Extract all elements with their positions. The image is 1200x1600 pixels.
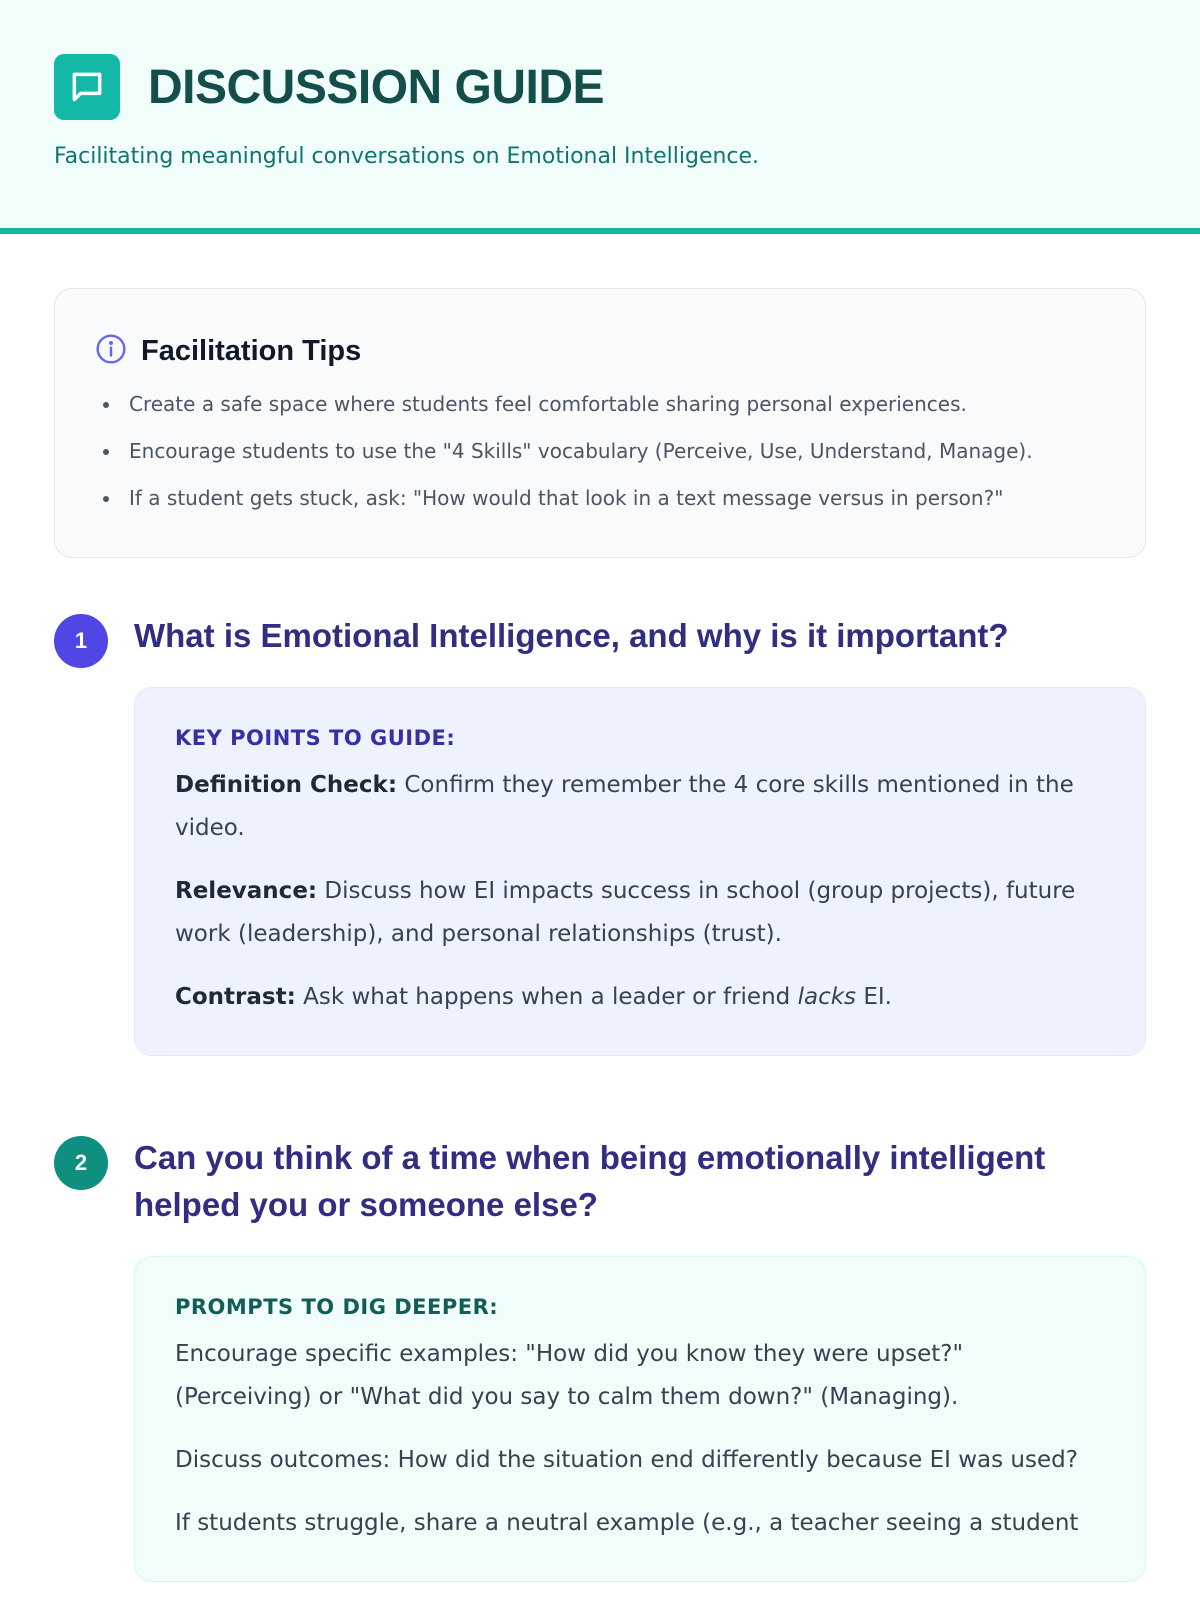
header-row <box>54 54 1146 120</box>
question-1 <box>54 612 1146 1056</box>
panel-heading: PROMPTS TO DIG DEEPER: <box>175 1295 499 1319</box>
key-point <box>175 764 1105 850</box>
question-title: Can you think of a time when being emotionally intelligent helped you or someone else? <box>134 1139 1046 1223</box>
key-point-emphasis: lacks <box>797 984 857 1010</box>
info-icon <box>95 333 127 369</box>
facilitation-tips-card <box>54 288 1146 558</box>
question-title: What is Emotional Intelligence, and why is it important? <box>134 617 1009 654</box>
key-point-text: Discuss how EI impacts success in school (group projects), future work (leadership), and personal relationships (trust). <box>175 878 1076 947</box>
chat-bubble-icon <box>54 54 120 120</box>
key-point-text: Confirm they remember the 4 core skills mentioned in the video. <box>175 772 1074 841</box>
key-point <box>175 870 1105 956</box>
page-subtitle: Facilitating meaningful conversations on Emotional Intelligence. <box>54 144 760 169</box>
prompt-item: If students struggle, share a neutral example (e.g., a teacher seeing a student <box>175 1510 1079 1536</box>
main-content <box>0 234 1200 1582</box>
tip-item: Create a safe space where students feel comfortable sharing personal experiences. <box>95 381 1105 428</box>
page-title: DISCUSSION GUIDE <box>148 60 605 114</box>
question-body <box>134 612 1146 1056</box>
prompt-item: Discuss outcomes: How did the situation end differently because EI was used? <box>175 1447 1078 1473</box>
panel-heading: KEY POINTS TO GUIDE: <box>175 726 456 750</box>
key-point-label: Definition Check: <box>175 772 398 798</box>
tips-title: Facilitation Tips <box>141 334 362 367</box>
question-number-badge: 1 <box>54 614 108 668</box>
question-2 <box>54 1134 1146 1582</box>
question-number-badge: 2 <box>54 1136 108 1190</box>
tips-list <box>95 381 1105 522</box>
key-points-panel <box>134 687 1146 1056</box>
key-point-text: EI. <box>856 984 892 1010</box>
key-point <box>175 976 1105 1019</box>
page-header <box>0 0 1200 234</box>
prompt-item: Encourage specific examples: "How did you know they were upset?" (Perceiving) or "What did you say to calm them down?" (Managing). <box>175 1341 964 1410</box>
key-point-label: Contrast: <box>175 984 296 1010</box>
key-point-text: Ask what happens when a leader or friend <box>295 984 798 1010</box>
prompts-panel <box>134 1256 1146 1582</box>
tip-item: If a student gets stuck, ask: "How would that look in a text message versus in person?" <box>95 475 1105 522</box>
tip-item: Encourage students to use the "4 Skills" vocabulary (Perceive, Use, Understand, Manage). <box>95 428 1105 475</box>
key-point-label: Relevance: <box>175 878 318 904</box>
tips-heading <box>95 333 1105 369</box>
question-body <box>134 1134 1146 1582</box>
